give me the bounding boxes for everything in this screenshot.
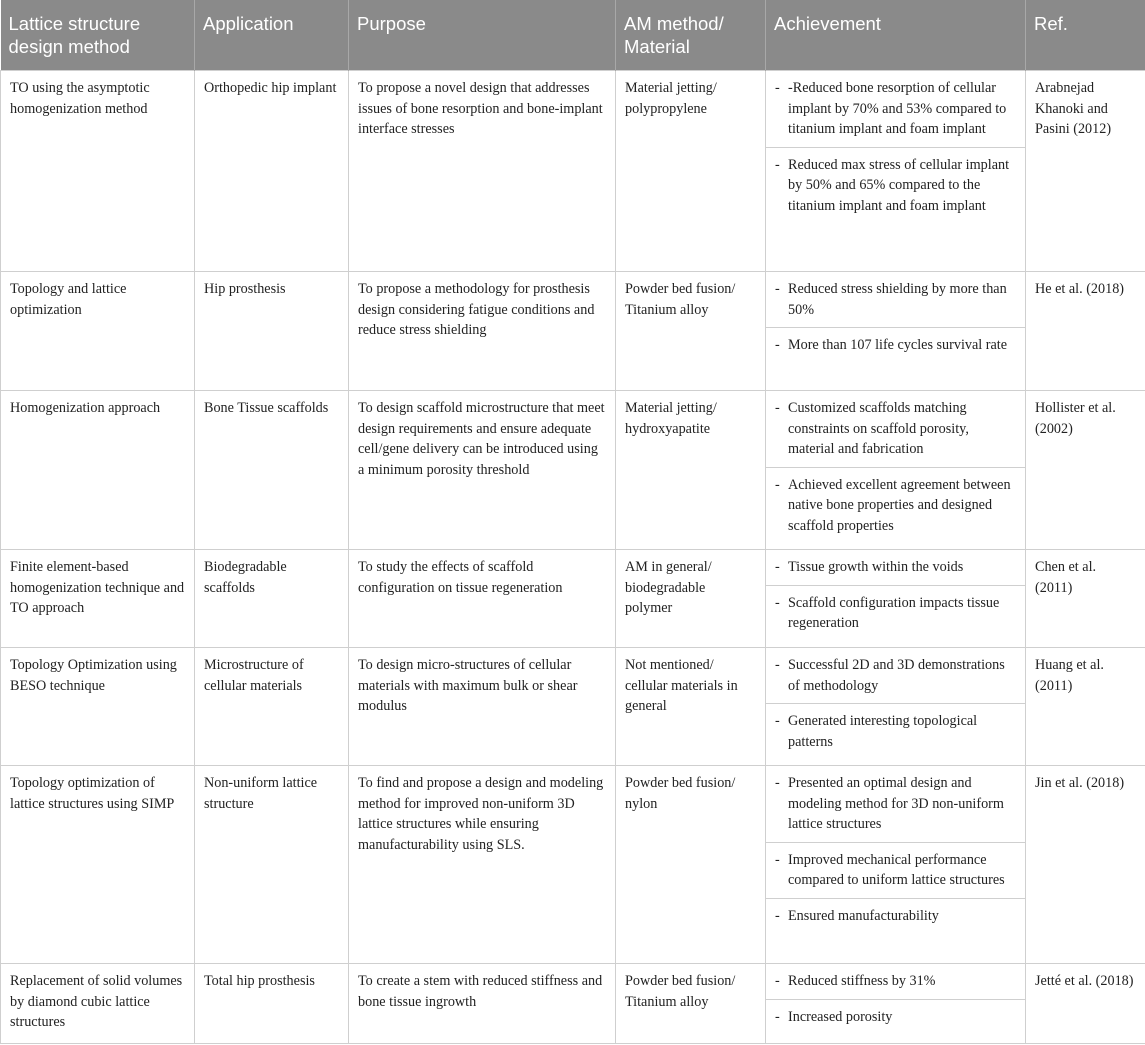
table-row <box>1 550 1145 648</box>
table-row <box>1 648 1145 766</box>
achievement-item <box>766 550 1025 585</box>
achievement-text: Generated interesting topological patterns <box>788 713 978 750</box>
achievement-item <box>766 467 1025 544</box>
cell-achievement <box>766 71 1026 272</box>
achievement-item <box>766 272 1025 327</box>
achievement-text: More than 107 life cycles survival rate <box>788 337 1008 353</box>
table-row <box>1 766 1145 964</box>
cell-ref: Hollister et al. (2002) <box>1026 391 1145 550</box>
achievement-text: Reduced max stress of cellular implant by 50% and 65% compared to the titanium implant and foam implant <box>788 156 1010 214</box>
bullet-dash: - <box>775 594 780 611</box>
cell-material: AM in general/ biodegradable polymer <box>616 550 766 648</box>
cell-method: Replacement of solid volumes by diamond cubic lattice structures <box>1 964 195 1044</box>
cell-application: Biodegradable scaffolds <box>195 550 349 648</box>
achievement-item <box>766 71 1025 147</box>
achievement-item <box>766 964 1025 999</box>
achievement-text: Customized scaffolds matching constraints on scaffold porosity, material and fabrication <box>788 400 969 457</box>
cell-material: Not mentioned/ cellular materials in general <box>616 648 766 766</box>
cell-purpose: To find and propose a design and modeling method for improved non-uniform 3D lattice structures while ensuring manufacturability using SLS. <box>349 766 616 964</box>
cell-purpose: To study the effects of scaffold configuration on tissue regeneration <box>349 550 616 648</box>
bullet-dash: - <box>775 476 780 493</box>
bullet-dash: - <box>775 973 780 989</box>
table-row <box>1 964 1145 1044</box>
cell-method: TO using the asymptotic homogenization method <box>1 71 195 272</box>
cell-achievement <box>766 766 1026 964</box>
cell-material: Material jetting/ hydroxyapatite <box>616 391 766 550</box>
cell-achievement <box>766 550 1026 648</box>
bullet-dash: - <box>775 775 780 791</box>
cell-purpose: To propose a novel design that addresses issues of bone resorption and bone-implant interface stresses <box>349 71 616 272</box>
cell-method: Topology Optimization using BESO technique <box>1 648 195 766</box>
header-row <box>1 0 1145 71</box>
header-achievement: Achievement <box>766 0 1026 71</box>
bullet-dash: - <box>775 281 780 297</box>
cell-method: Finite element-based homogenization technique and TO approach <box>1 550 195 648</box>
header-application: Application <box>195 0 349 71</box>
table-row <box>1 71 1145 272</box>
achievement-item <box>766 391 1025 467</box>
achievement-item <box>766 842 1025 898</box>
cell-ref: Chen et al. (2011) <box>1026 550 1145 648</box>
achievement-text: -Reduced bone resorption of cellular implant by 70% and 53% compared to titanium implant and foam implant <box>788 80 1007 137</box>
cell-achievement <box>766 391 1026 550</box>
achievement-text: Tissue growth within the voids <box>788 559 964 575</box>
achievement-text: Successful 2D and 3D demonstrations of methodology <box>788 657 1005 694</box>
achievement-item <box>766 585 1025 641</box>
cell-material: Powder bed fusion/ Titanium alloy <box>616 964 766 1044</box>
achievement-text: Reduced stiffness by 31% <box>788 973 936 989</box>
cell-material: Powder bed fusion/ Titanium alloy <box>616 272 766 391</box>
cell-ref: Jetté et al. (2018) <box>1026 964 1145 1044</box>
header-purpose: Purpose <box>349 0 616 71</box>
cell-application: Total hip prosthesis <box>195 964 349 1044</box>
cell-ref: Huang et al. (2011) <box>1026 648 1145 766</box>
bullet-dash: - <box>775 559 780 575</box>
header-am-method-material: AM method/ Material <box>616 0 766 71</box>
cell-method: Topology and lattice optimization <box>1 272 195 391</box>
achievement-item <box>766 766 1025 842</box>
cell-method: Homogenization approach <box>1 391 195 550</box>
achievement-text: Increased porosity <box>788 1008 893 1025</box>
table-row <box>1 272 1145 391</box>
cell-application: Microstructure of cellular materials <box>195 648 349 766</box>
achievement-text: Achieved excellent agreement between native bone properties and designed scaffold properties <box>788 476 1011 534</box>
achievement-item <box>766 703 1025 759</box>
bullet-dash: - <box>775 851 780 868</box>
cell-purpose: To design scaffold microstructure that meet design requirements and ensure adequate cell/gene delivery can be introduced using a minimum porosity threshold <box>349 391 616 550</box>
cell-method: Topology optimization of lattice structures using SIMP <box>1 766 195 964</box>
achievement-item <box>766 999 1025 1035</box>
bullet-dash: - <box>775 156 780 173</box>
cell-material: Material jetting/ polypropylene <box>616 71 766 272</box>
achievement-text: Presented an optimal design and modeling method for 3D non-uniform lattice structures <box>788 775 1004 832</box>
cell-achievement <box>766 964 1026 1044</box>
bullet-dash: - <box>775 657 780 673</box>
cell-material: Powder bed fusion/ nylon <box>616 766 766 964</box>
table-body <box>1 71 1145 1044</box>
achievement-item <box>766 648 1025 703</box>
header-ref: Ref. <box>1026 0 1145 71</box>
table-row <box>1 391 1145 550</box>
cell-ref: He et al. (2018) <box>1026 272 1145 391</box>
bullet-dash: - <box>775 1008 780 1025</box>
header-design-method: Lattice structure design method <box>1 0 195 71</box>
achievement-item <box>766 898 1025 934</box>
achievement-item <box>766 327 1025 363</box>
bullet-dash: - <box>775 337 780 353</box>
achievement-item <box>766 147 1025 224</box>
bullet-dash: - <box>775 907 780 924</box>
achievement-text: Reduced stress shielding by more than 50% <box>788 281 1007 318</box>
achievement-text: Ensured manufacturability <box>788 907 939 924</box>
cell-ref: Jin et al. (2018) <box>1026 766 1145 964</box>
achievement-text: Scaffold configuration impacts tissue regeneration <box>788 594 1000 631</box>
bullet-dash: - <box>775 80 780 96</box>
cell-achievement <box>766 272 1026 391</box>
bullet-dash: - <box>775 400 780 416</box>
cell-ref: Arabnejad Khanoki and Pasini (2012) <box>1026 71 1145 272</box>
cell-application: Bone Tissue scaffolds <box>195 391 349 550</box>
achievement-text: Improved mechanical performance compared to uniform lattice structures <box>788 851 1005 888</box>
cell-application: Non-uniform lattice structure <box>195 766 349 964</box>
cell-application: Orthopedic hip implant <box>195 71 349 272</box>
cell-purpose: To propose a methodology for prosthesis design considering fatigue conditions and reduce stress shielding <box>349 272 616 391</box>
cell-application: Hip prosthesis <box>195 272 349 391</box>
table-header <box>1 0 1145 71</box>
cell-purpose: To create a stem with reduced stiffness and bone tissue ingrowth <box>349 964 616 1044</box>
bullet-dash: - <box>775 713 780 729</box>
cell-achievement <box>766 648 1026 766</box>
cell-purpose: To design micro-structures of cellular materials with maximum bulk or shear modulus <box>349 648 616 766</box>
